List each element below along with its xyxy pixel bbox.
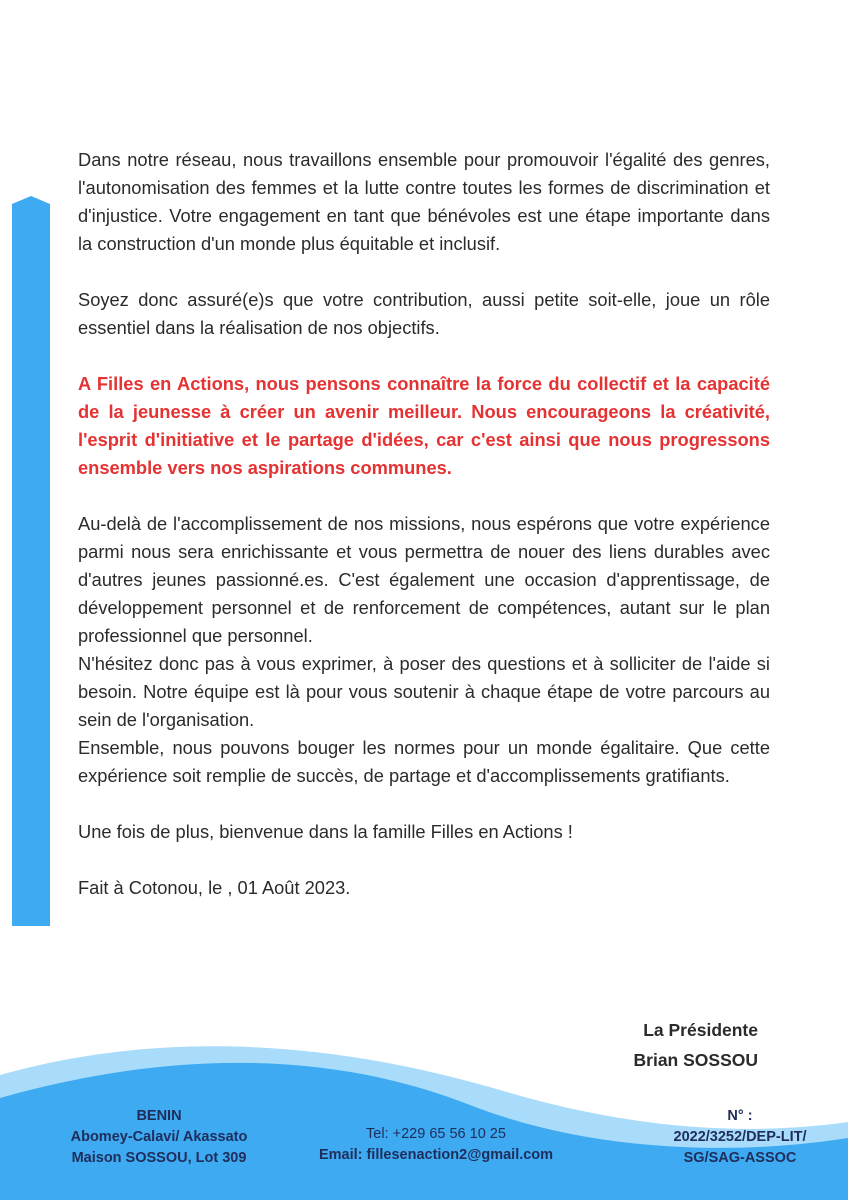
paragraph-together: Ensemble, nous pouvons bouger les normes pour un monde égalitaire. Que cette expérience soit remplie de succès, de partage et d'accomplissements gratifiants. [78, 737, 770, 786]
paragraph-questions: N'hésitez donc pas à vous exprimer, à poser des questions et à solliciter de l'aide si besoin. Notre équipe est là pour vous soutenir à chaque étape de votre parcours au sein de l'organisation. [78, 653, 770, 730]
registration-label: N° : [727, 1108, 753, 1124]
contact-phone: Tel: +229 65 56 10 25 [366, 1126, 506, 1142]
registration-suffix: SG/SAG-ASSOC [683, 1150, 797, 1166]
footer-registration [640, 1106, 840, 1169]
place-and-date: Fait à Cotonou, le , 01 Août 2023. [78, 877, 351, 898]
signature-name: Brian SOSSOU [633, 1050, 758, 1070]
signature-block [634, 1015, 758, 1075]
footer-contact [296, 1124, 576, 1166]
paragraph-contribution: Soyez donc assuré(e)s que votre contribution, aussi petite soit-elle, joue un rôle essentiel dans la réalisation de nos objectifs. [78, 289, 770, 338]
registration-number: 2022/3252/DEP-LIT/ [673, 1129, 807, 1145]
paragraph-welcome: Une fois de plus, bienvenue dans la famille Filles en Actions ! [78, 821, 573, 842]
address-house: Maison SOSSOU, Lot 309 [71, 1150, 247, 1166]
contact-email: Email: fillesenaction2@gmail.com [318, 1147, 554, 1163]
paragraph-network: Dans notre réseau, nous travaillons ensemble pour promouvoir l'égalité des genres, l'autonomisation des femmes et la lutte contre toutes les formes de discrimination et d'injustice. Votre engagement en tant que bénévoles est une étape importante dans la construction d'un monde plus équitable et inclusif. [78, 149, 770, 254]
paragraph-highlight: A Filles en Actions, nous pensons connaître la force du collectif et la capacité de la jeunesse à créer un avenir meilleur. Nous encourageons la créativité, l'esprit d'initiative et le partage d'idées, car c'est ainsi que nous progressons ensemble vers nos aspirations communes. [78, 373, 770, 478]
letter-body [78, 146, 770, 902]
address-country: BENIN [136, 1108, 182, 1124]
footer-address [48, 1106, 270, 1169]
signature-title: La Présidente [643, 1020, 758, 1040]
decorative-side-bar [12, 196, 50, 926]
address-city: Abomey-Calavi/ Akassato [70, 1129, 248, 1145]
paragraph-missions: Au-delà de l'accomplissement de nos missions, nous espérons que votre expérience parmi nous sera enrichissante et vous permettra de nouer des liens durables avec d'autres jeunes passionné.es. C'est également une occasion d'apprentissage, de développement personnel et de renforcement de compétences, autant sur le plan professionnel que personnel. [78, 513, 770, 646]
